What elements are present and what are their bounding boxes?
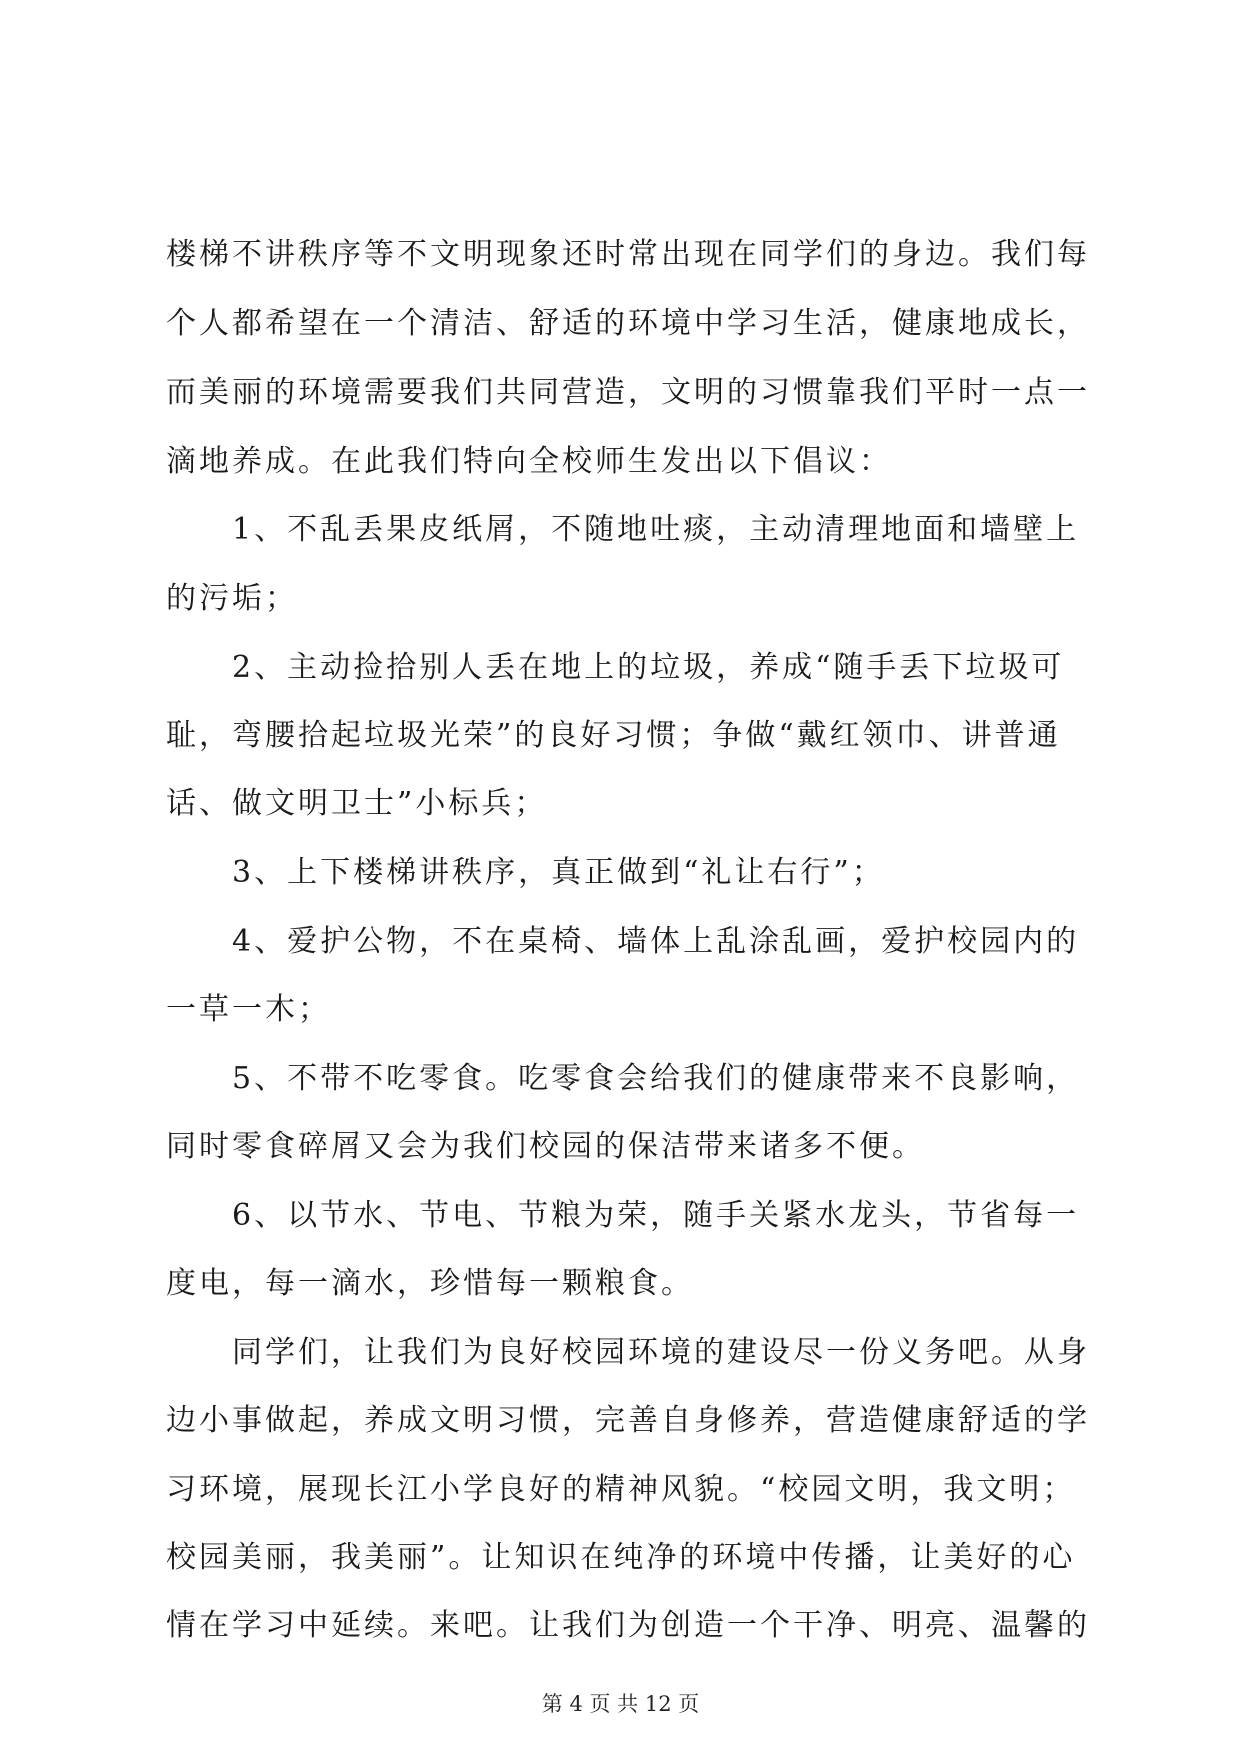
body-line-2: 个人都希望在一个清洁、舒适的环境中学习生活，健康地成长， xyxy=(166,306,1090,341)
closing-line-3: 习环境，展现长江小学良好的精神风貌。“校园文明，我文明； xyxy=(166,1472,1076,1507)
item-6-line-2: 度电，每一滴水，珍惜每一颗粮食。 xyxy=(166,1266,694,1301)
page-number-footer: 第 4 页 共 12 页 xyxy=(541,1692,700,1716)
item-3-line-1: 3、上下楼梯讲秩序，真正做到“礼让右行”； xyxy=(232,855,885,890)
item-4-line-1: 4、爱护公物，不在桌椅、墙体上乱涂乱画，爱护校园内的 xyxy=(232,924,1080,959)
item-5-line-1: 5、不带不吃零食。吃零食会给我们的健康带来不良影响， xyxy=(232,1061,1080,1096)
item-2-line-1: 2、主动捡拾别人丢在地上的垃圾，养成“随手丢下垃圾可 xyxy=(232,650,1065,685)
body-line-4: 滴地养成。在此我们特向全校师生发出以下倡议： xyxy=(166,444,892,479)
item-2-line-3: 话、做文明卫士”小标兵； xyxy=(166,786,548,821)
item-4-line-2: 一草一木； xyxy=(166,992,331,1027)
item-5-line-2: 同时零食碎屑又会为我们校园的保洁带来诸多不便。 xyxy=(166,1129,925,1164)
item-2-line-2: 耻，弯腰拾起垃圾光荣”的良好习惯；争做“戴红领巾、讲普通 xyxy=(166,718,1061,753)
item-6-line-1: 6、以节水、节电、节粮为荣，随手关紧水龙头，节省每一 xyxy=(232,1198,1080,1233)
item-1-line-2: 的污垢； xyxy=(166,581,298,616)
item-1-line-1: 1、不乱丢果皮纸屑，不随地吐痰，主动清理地面和墙壁上 xyxy=(232,512,1080,547)
body-line-1: 楼梯不讲秩序等不文明现象还时常出现在同学们的身边。我们每 xyxy=(166,237,1090,272)
closing-line-2: 边小事做起，养成文明习惯，完善自身修养，营造健康舒适的学 xyxy=(166,1403,1090,1438)
closing-line-4: 校园美丽，我美丽”。让知识在纯净的环境中传播，让美好的心 xyxy=(166,1540,1076,1575)
closing-line-5: 情在学习中延续。来吧。让我们为创造一个干净、明亮、温馨的 xyxy=(166,1608,1090,1643)
closing-line-1: 同学们，让我们为良好校园环境的建设尽一份义务吧。从身 xyxy=(232,1335,1090,1370)
body-line-3: 而美丽的环境需要我们共同营造，文明的习惯靠我们平时一点一 xyxy=(166,375,1090,410)
